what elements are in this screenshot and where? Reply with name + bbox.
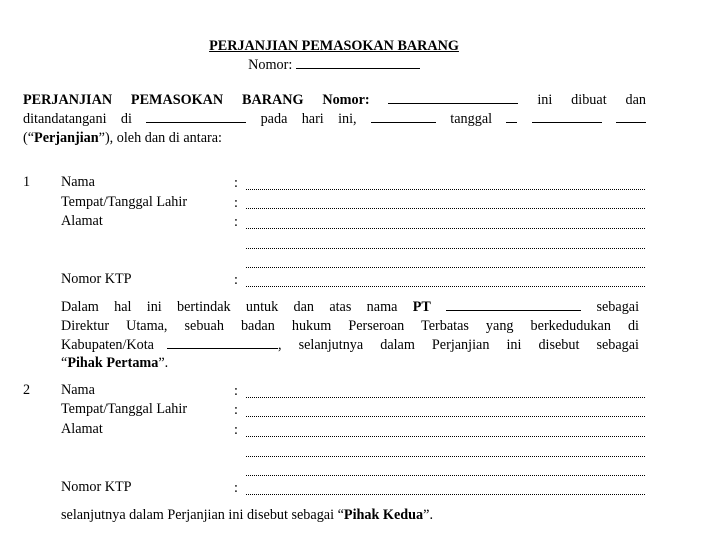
intro-line-3 xyxy=(23,129,222,148)
intro-date-text: tanggal xyxy=(450,111,493,127)
party1-address-field-1[interactable] xyxy=(246,228,645,229)
nomor-label: Nomor: xyxy=(248,57,293,73)
date-year-blank[interactable] xyxy=(616,110,646,123)
party2-birth-label: Tempat/Tanggal Lahir xyxy=(61,401,188,417)
party2-name-colon: : xyxy=(234,383,238,399)
party2-name-field[interactable] xyxy=(246,397,645,398)
party1-name-field[interactable] xyxy=(246,189,645,190)
city-blank[interactable] xyxy=(167,336,278,349)
party2-ktp-colon: : xyxy=(234,480,238,496)
party2-quote-close: ”. xyxy=(423,507,434,523)
party1-para-line-4 xyxy=(61,354,168,373)
party2-address-field-2[interactable] xyxy=(246,456,645,457)
party2-number: 2 xyxy=(23,382,31,398)
party2-address-colon: : xyxy=(234,422,238,438)
party1-line3-rest: , selanjutnya dalam Perjanjian ini disebut sebagai xyxy=(278,337,639,353)
party1-para-line-2: Direktur Utama, sebuah badan hukum Perseroan Terbatas yang berkedudukan di xyxy=(61,318,639,334)
intro-made-text: ini dibuat dan xyxy=(537,92,646,108)
party1-address-field-3[interactable] xyxy=(246,267,645,268)
intro-open-paren: (“ xyxy=(23,130,35,146)
party2-address-label: Alamat xyxy=(61,421,103,437)
party2-quote-open: “ xyxy=(337,507,344,523)
party1-address-colon: : xyxy=(234,214,238,230)
intro-close-text: ”), oleh dan di antara: xyxy=(98,130,222,146)
day-blank[interactable] xyxy=(371,110,436,123)
party1-address-label: Alamat xyxy=(61,213,103,229)
party2-role: Pihak Kedua xyxy=(343,507,424,523)
party1-name-colon: : xyxy=(234,175,238,191)
intro-signed-text: ditandatangani di xyxy=(23,111,132,127)
intro-day-text: pada hari ini, xyxy=(260,111,357,127)
date-month-blank[interactable] xyxy=(532,110,602,123)
party1-as-text: sebagai xyxy=(596,299,640,315)
party2-ktp-field[interactable] xyxy=(246,494,645,495)
company-name-blank[interactable] xyxy=(446,298,581,311)
nomor-blank[interactable] xyxy=(296,56,420,69)
party1-birth-field[interactable] xyxy=(246,208,645,209)
intro-line-1 xyxy=(23,91,646,110)
party1-para-line-1 xyxy=(61,298,639,317)
party1-quote-open: “ xyxy=(61,355,68,371)
date-day-blank[interactable] xyxy=(506,110,517,123)
party2-address-field-1[interactable] xyxy=(246,436,645,437)
party2-ktp-label: Nomor KTP xyxy=(61,479,132,495)
party1-pt-label: PT xyxy=(412,299,431,315)
party1-birth-label: Tempat/Tanggal Lahir xyxy=(61,194,188,210)
party2-birth-field[interactable] xyxy=(246,416,645,417)
party1-ktp-field[interactable] xyxy=(246,286,645,287)
party2-name-label: Nama xyxy=(61,382,95,398)
party1-acting-text: Dalam hal ini bertindak untuk dan atas nama xyxy=(61,299,398,315)
party1-para-line-3 xyxy=(61,336,639,355)
party2-closing-line xyxy=(61,506,433,525)
document-title: PERJANJIAN PEMASOKAN BARANG xyxy=(209,38,459,54)
intro-line-2 xyxy=(23,110,646,129)
party1-role: Pihak Pertama xyxy=(67,355,159,371)
party1-kab-label: Kabupaten/Kota xyxy=(61,337,154,353)
party1-number: 1 xyxy=(23,174,31,190)
agreement-number-blank[interactable] xyxy=(388,91,518,104)
place-blank[interactable] xyxy=(146,110,246,123)
party1-quote-close: ”. xyxy=(158,355,169,371)
party1-ktp-label: Nomor KTP xyxy=(61,271,132,287)
intro-term: Perjanjian xyxy=(34,130,99,146)
intro-bold-lead: PERJANJIAN PEMASOKAN BARANG Nomor: xyxy=(23,92,370,108)
party2-closing-text: selanjutnya dalam Perjanjian ini disebut sebagai xyxy=(61,507,335,523)
party1-name-label: Nama xyxy=(61,174,95,190)
document-number xyxy=(0,56,668,75)
party1-ktp-colon: : xyxy=(234,272,238,288)
party1-address-field-2[interactable] xyxy=(246,248,645,249)
party2-birth-colon: : xyxy=(234,402,238,418)
party1-birth-colon: : xyxy=(234,195,238,211)
party2-address-field-3[interactable] xyxy=(246,475,645,476)
